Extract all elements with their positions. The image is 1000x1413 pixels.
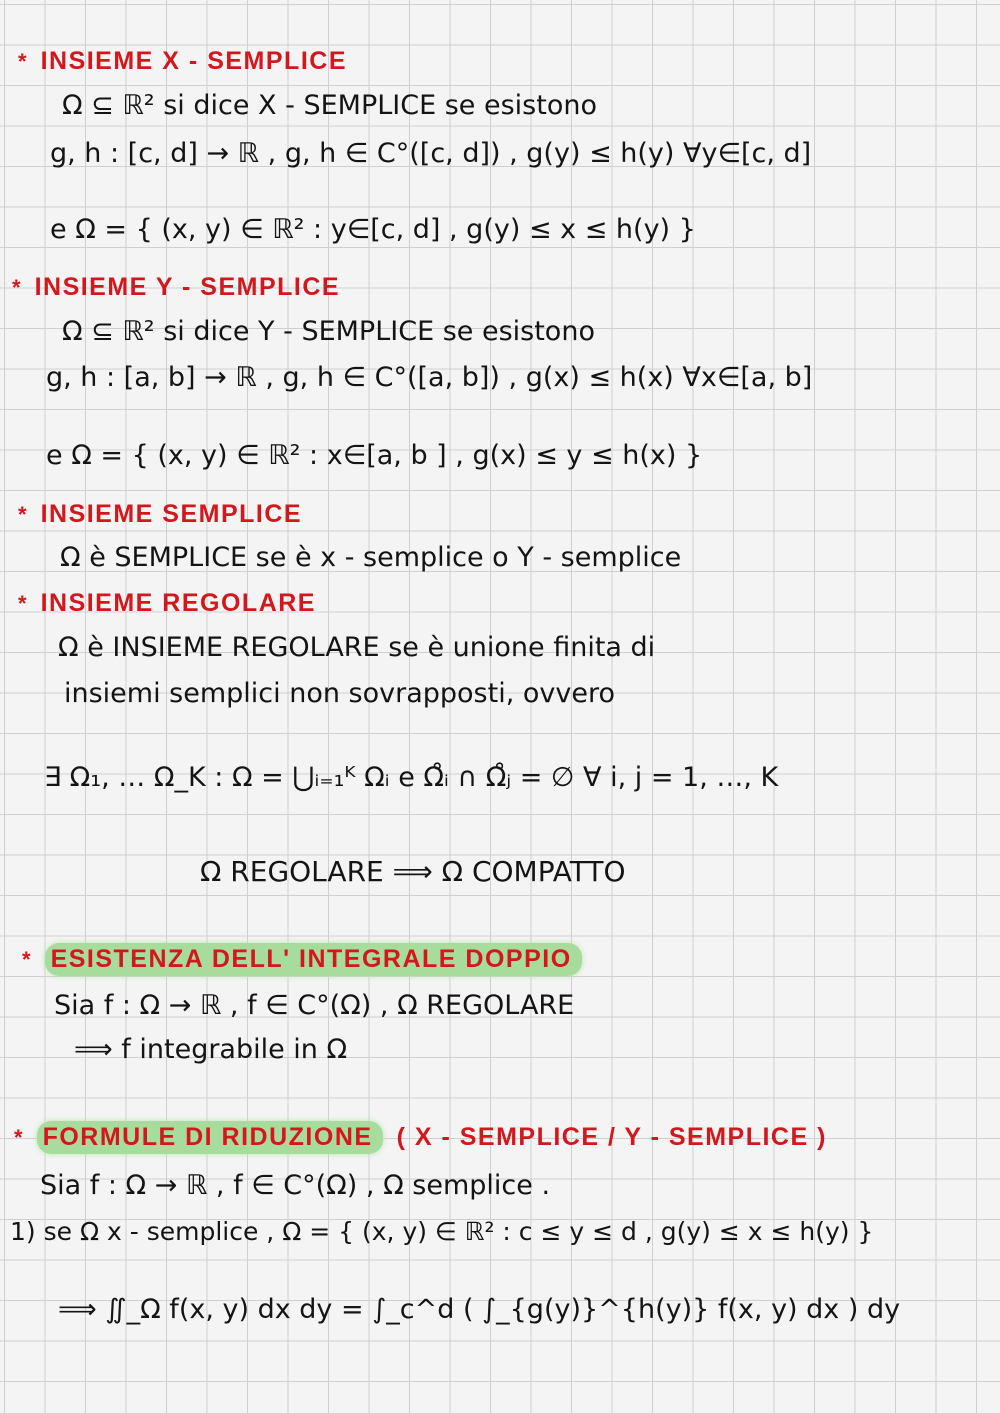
regolare-union-formula: ∃ Ω₁, … Ω_K : Ω = ⋃ᵢ₌₁ᴷ Ωᵢ e Ω̊ᵢ ∩ Ω̊ⱼ = ∅ ∀ i, j = 1, …, K: [44, 762, 779, 793]
riduzione-line-1: Sia f : Ω → ℝ , f ∈ C°(Ω) , Ω semplice .: [40, 1170, 551, 1201]
highlighted-heading-text: ESISTENZA DELL' INTEGRALE DOPPIO: [45, 943, 582, 976]
heading-text: INSIEME SEMPLICE: [40, 500, 303, 528]
regolare-line-2: insiemi semplici non sovrapposti, ovvero: [64, 678, 615, 709]
esistenza-line-2: ⟹ f integrabile in Ω: [74, 1034, 348, 1065]
heading-text: INSIEME Y - SEMPLICE: [34, 273, 341, 301]
heading-text: INSIEME X - SEMPLICE: [40, 47, 347, 75]
heading-x-semplice: [18, 44, 347, 79]
heading-text: INSIEME REGOLARE: [40, 589, 316, 617]
riduzione-integral-formula: ⟹ ∬_Ω f(x, y) dx dy = ∫_c^d ( ∫_{g(y)}^{h(y)} f(x, y) dx ) dy: [58, 1294, 901, 1325]
x-semplice-line-2: g, h : [c, d] → ℝ , g, h ∈ C°([c, d]) , g(y) ≤ h(y) ∀y∈[c, d]: [50, 138, 812, 169]
bullet-star-icon: *: [18, 49, 27, 74]
heading-regolare: [18, 586, 316, 621]
y-semplice-line-2: g, h : [a, b] → ℝ , g, h ∈ C°([a, b]) , g(x) ≤ h(x) ∀x∈[a, b]: [46, 362, 813, 393]
heading-subtitle: ( X - SEMPLICE / Y - SEMPLICE ): [396, 1123, 827, 1151]
riduzione-line-2: 1) se Ω x - semplice , Ω = { (x, y) ∈ ℝ² : c ≤ y ≤ d , g(y) ≤ x ≤ h(y) }: [10, 1217, 874, 1246]
esistenza-line-1: Sia f : Ω → ℝ , f ∈ C°(Ω) , Ω REGOLARE: [54, 990, 575, 1021]
x-semplice-line-3: e Ω = { (x, y) ∈ ℝ² : y∈[c, d] , g(y) ≤ x ≤ h(y) }: [50, 214, 696, 245]
heading-y-semplice: [12, 270, 340, 305]
bullet-star-icon: *: [14, 1125, 23, 1150]
heading-esistenza: [22, 942, 582, 977]
y-semplice-line-1: Ω ⊆ ℝ² si dice Y - SEMPLICE se esistono: [62, 316, 595, 347]
bullet-star-icon: *: [18, 502, 27, 527]
x-semplice-line-1: Ω ⊆ ℝ² si dice X - SEMPLICE se esistono: [62, 90, 597, 121]
highlighted-heading-text: FORMULE DI RIDUZIONE: [37, 1121, 383, 1154]
semplice-line-1: Ω è SEMPLICE se è x - semplice o Y - semplice: [60, 542, 682, 573]
heading-semplice: [18, 497, 302, 532]
heading-riduzione: [14, 1120, 827, 1155]
bullet-star-icon: *: [18, 591, 27, 616]
regolare-compatto-line: Ω REGOLARE ⟹ Ω COMPATTO: [200, 855, 626, 888]
bullet-star-icon: *: [12, 275, 21, 300]
regolare-line-1: Ω è INSIEME REGOLARE se è unione finita di: [58, 632, 656, 663]
y-semplice-line-3: e Ω = { (x, y) ∈ ℝ² : x∈[a, b ] , g(x) ≤ y ≤ h(x) }: [46, 440, 703, 471]
bullet-star-icon: *: [22, 947, 31, 972]
